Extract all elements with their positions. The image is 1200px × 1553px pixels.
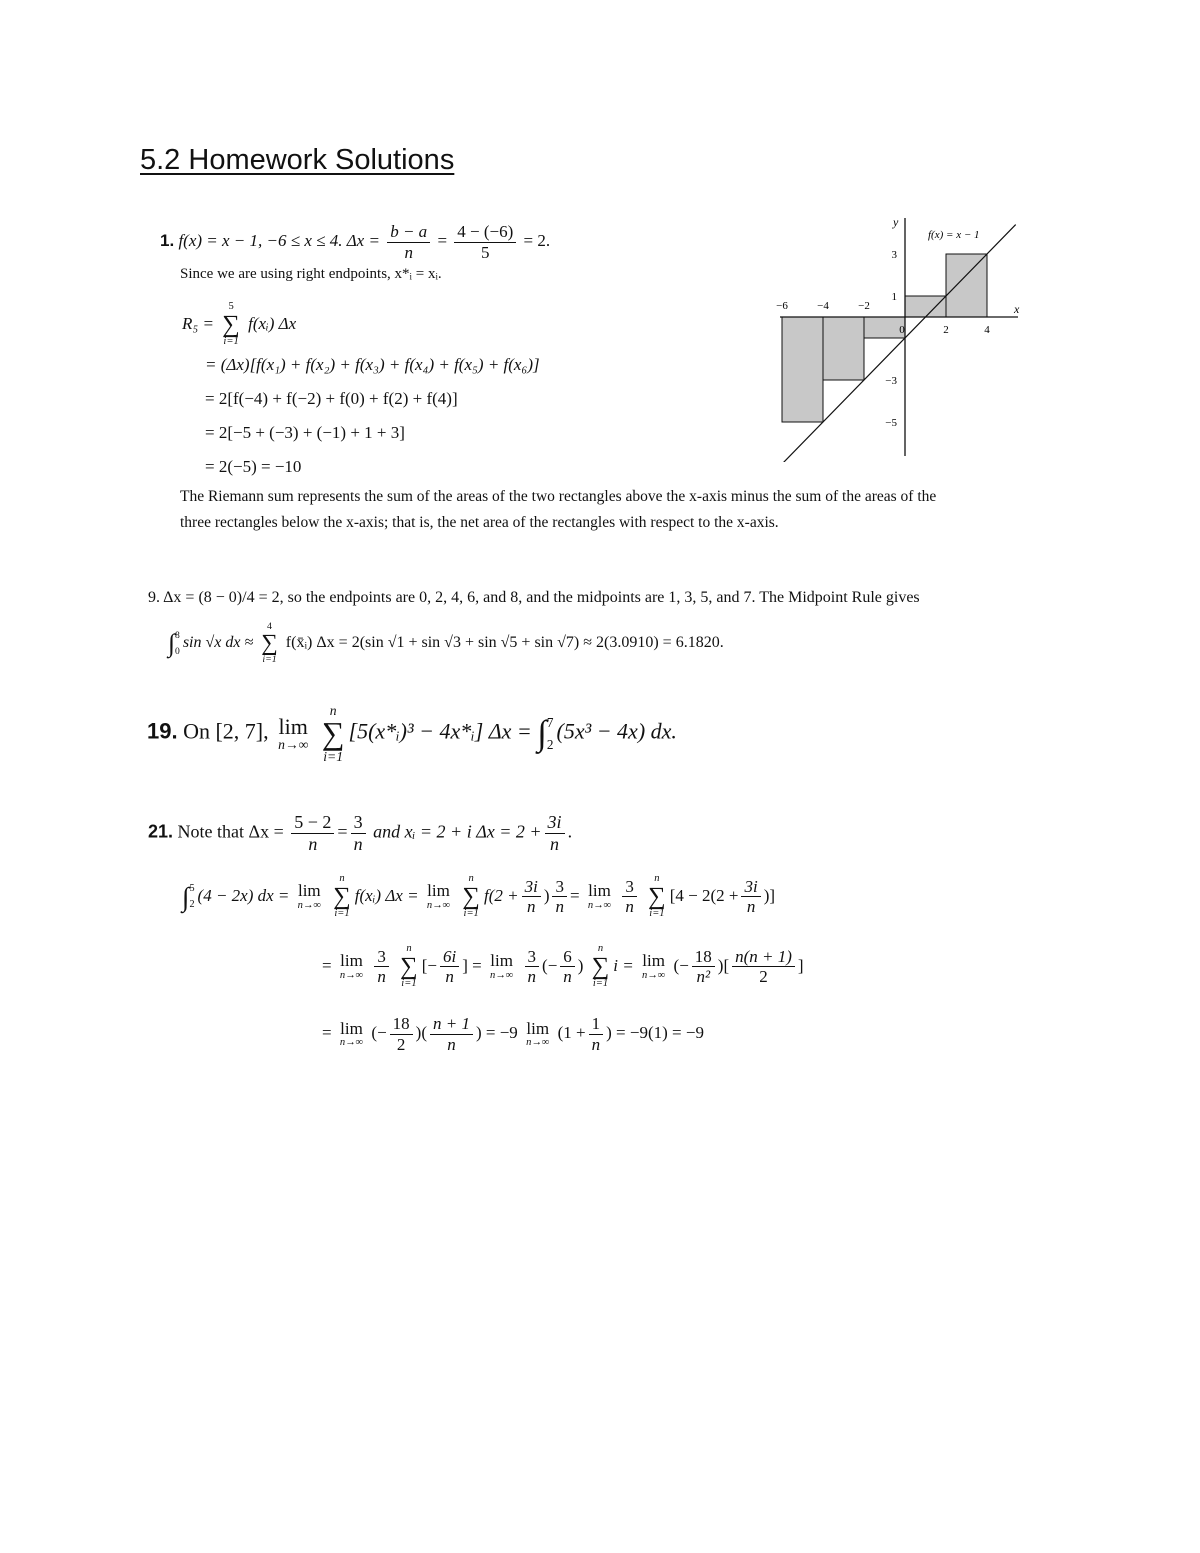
problem-1-statement: 1. f(x) = x − 1, −6 ≤ x ≤ 4. Δx = $\frac{b - a}{n}$ = $\frac{4 - (-6)}{5}$ = 2. bbox=[160, 222, 551, 262]
summation-symbol: 4 ∑ i=1 bbox=[261, 621, 278, 666]
summation-symbol: 5 ∑ i=1 bbox=[222, 301, 240, 348]
endpoints-note: Since we are using right endpoints, x*ᵢ = xᵢ. bbox=[180, 266, 442, 282]
riemann-step-3: = 2[f(−4) + f(−2) + f(0) + f(2) + f(4)] bbox=[205, 389, 458, 408]
x-tick-label: −6 bbox=[776, 300, 788, 312]
x-axis-label: x bbox=[1014, 302, 1020, 316]
riemann-step-5: = 2(−5) = −10 bbox=[205, 457, 302, 476]
riemann-step-4: = 2[−5 + (−3) + (−1) + 1 + 3] bbox=[205, 423, 405, 442]
problem-9-statement: 9. Δx = (8 − 0)/4 = 2, so the endpoints are 0, 2, 4, 6, and 8, and the midpoints are 1, 3, 5, and 7. The Midpoint Rule gives bbox=[148, 589, 920, 606]
x-tick-label: 0 bbox=[899, 324, 905, 336]
riemann-rectangle bbox=[823, 317, 864, 380]
problem-21-line-1: ∫ 5 2 (4 − 2x) dx = lim n→∞ n ∑ i=1 f(xᵢ) Δx = lim n→∞ n ∑ i=1 f(2 + $\frac{3i}{n}$ ) $\frac{3}{n}$ = lim n→∞ $\frac{3}{n}$ n ∑ i=1 [4 − 2(2 + $\frac{3i}{n}$ )] bbox=[182, 873, 776, 920]
x-tick-label: 4 bbox=[984, 324, 990, 336]
problem-19: 19. On [2, 7], lim n→∞ n ∑ i=1 [5(x*ᵢ)³ − 4x*ᵢ] Δx = ∫ 7 2 (5x³ − 4x) dx. bbox=[147, 703, 677, 764]
riemann-step-2: = (Δx)[f(x₁) + f(x₂) + f(x₃) + f(x₄) + f(x₅) + f(x₆)] bbox=[205, 355, 540, 374]
y-tick-label: −3 bbox=[885, 375, 897, 387]
problem-21-line-2: = lim n→∞ $\frac{3}{n}$ n ∑ i=1 [− $\frac{6i}{n}$ ] = lim n→∞ $\frac{3}{n}$ (− $\frac{6}{n}$ ) n ∑ i=1 i = lim n→∞ (− $\frac{18}{\text{n²}}$ )[ $\frac{n(n + 1)}{2}$ ] bbox=[322, 943, 804, 990]
limit: lim n→∞ bbox=[278, 713, 309, 752]
function-label: f(x) = x − 1 bbox=[928, 229, 980, 241]
problem-9-midpoint: ∫ 8 0 sin √x dx ≈ 4 ∑ i=1 f(x̄ᵢ) Δx = 2(sin √1 + sin √3 + sin √5 + sin √7) ≈ 2(3.0910) = 6.1820. bbox=[168, 621, 724, 666]
riemann-rectangle bbox=[946, 254, 987, 317]
fraction: $\frac{4 - (-6)}{5}$ bbox=[454, 222, 516, 262]
y-tick-label: 1 bbox=[891, 291, 897, 303]
integral-symbol: ∫ bbox=[182, 881, 190, 912]
riemann-sum-graph bbox=[770, 212, 1030, 462]
integral-symbol: ∫ bbox=[537, 713, 547, 753]
riemann-explanation: The Riemann sum represents the sum of the areas of the two rectangles above the x-axis minus the sum of the areas of the three rectangles below the x-axis; that is, the net area of the rectangles with respect to the x-axis. bbox=[180, 488, 937, 531]
y-tick-label: 3 bbox=[891, 249, 897, 261]
integral-symbol: ∫ bbox=[168, 628, 176, 658]
problem-21-line-3: = lim n→∞ (− $\frac{18}{2}$ )( $\frac{n + 1}{n}$ ) = −9 lim n→∞ (1 + $\frac{1}{n}$ ) = −9(1) = −9 bbox=[322, 1014, 704, 1054]
x-tick-label: −4 bbox=[817, 300, 829, 312]
problem-21-note: 21. Note that Δx = $\frac{5 - 2}{n}$ = $\frac{3}{n}$ and xᵢ = 2 + i Δx = 2 + $\frac{3i}{n}$ . bbox=[148, 812, 573, 854]
x-tick-label: 2 bbox=[943, 324, 949, 336]
y-axis-label: y bbox=[893, 215, 899, 229]
page-title: 5.2 Homework Solutions bbox=[140, 144, 455, 176]
y-tick-label: −5 bbox=[885, 417, 897, 429]
riemann-rectangle bbox=[905, 296, 946, 317]
riemann-rectangle bbox=[782, 317, 823, 422]
fraction: $\frac{b - a}{n}$ bbox=[387, 222, 430, 262]
x-tick-label: −2 bbox=[858, 300, 870, 312]
riemann-sum-definition: R₅ = 5 ∑ i=1 f(xᵢ) Δx bbox=[182, 301, 297, 348]
summation-symbol: n ∑ i=1 bbox=[321, 703, 345, 764]
